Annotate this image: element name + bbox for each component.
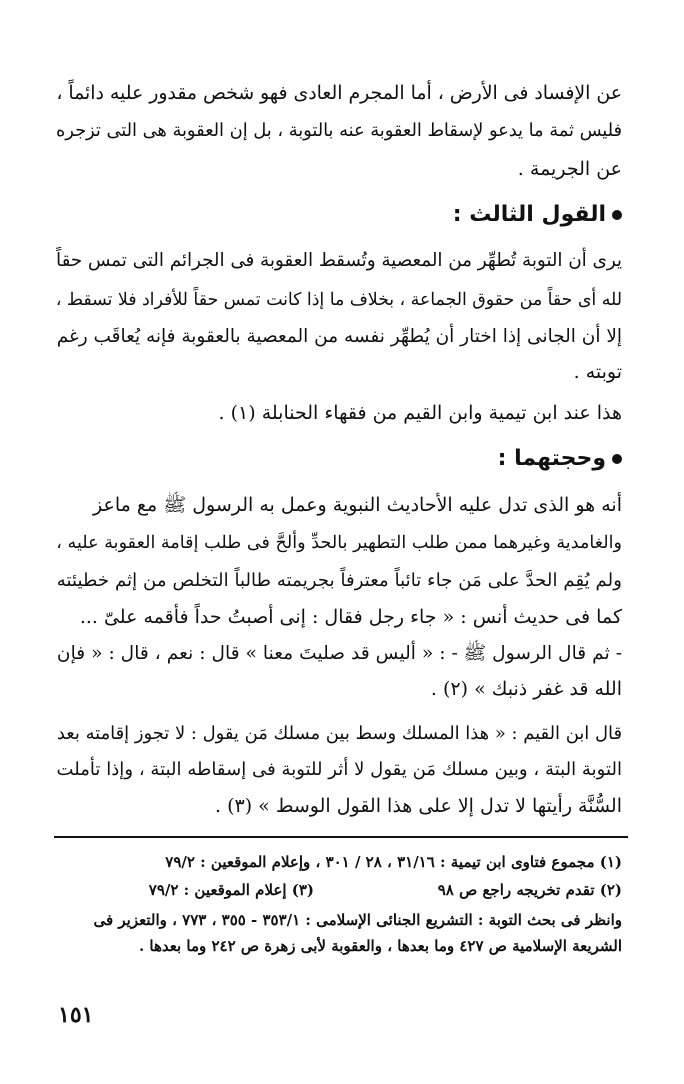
heading-text: وحجتهما : (497, 446, 606, 471)
body-line: عن الجريمة . (517, 158, 622, 180)
footnote: (٢) تقدم تخريجه راجع ص ٩٨ (437, 881, 622, 899)
footnote-separator (54, 836, 628, 838)
footnote: (١) مجموع فتاوى ابن تيمية : ٣١/١٦ ، ٢٨ / ٣٠١ ، وإعلام الموقعين : ٧٩/٢ (165, 853, 622, 871)
body-line: يرى أن التوبة تُطهِّر من المعصية وتُسقط العقوبة فى الجرائم التى تمس حقاً (56, 250, 622, 271)
bullet-icon (612, 210, 622, 220)
footnote: (٣) إعلام الموقعين : ٧٩/٢ (148, 881, 314, 899)
body-line: توبته . (573, 361, 622, 383)
body-line: ولم يُقِم الحدَّ على مَن جاء تائباً معترفاً بجريمته طالباً التخلص من إثم خطيئته (56, 570, 622, 591)
section-heading (498, 442, 622, 476)
body-line: كما فى حديث أنس : « جاء رجل فقال : إنى أصبتُ حداً فأقمه علىّ ... (79, 606, 622, 628)
page-number: ١٥١ (58, 1002, 94, 1028)
body-line: - ثم قال الرسول ﷺ - : « أليس قد صليتَ معنا » قال : نعم ، قال : « فإن (56, 643, 622, 664)
body-line: لله أى حقاً من حقوق الجماعة ، بخلاف ما إذا كانت تمس حقاً للأفراد فلا تسقط ، (55, 290, 622, 310)
body-line: أنه هو الذى تدل عليه الأحاديث النبوية وعمل به الرسول ﷺ مع ماعز (93, 494, 622, 516)
body-line: إلا أن الجانى إذا اختار أن يُطهِّر نفسه من المعصية بالعقوبة فإنه يُعاقَب رغم (56, 326, 622, 347)
heading-text: القول الثالث : (452, 202, 606, 227)
body-line: الله قد غفر ذنبك » (٢) . (430, 678, 622, 700)
body-line: والغامدية وغيرهما ممن طلب التطهير بالحدِّ وألحَّ فى طلب إقامة العقوبة عليه ، (56, 533, 622, 553)
body-line: هذا عند ابن تيمية وابن القيم من فقهاء الحنابلة (١) . (218, 402, 622, 424)
body-line: فليس ثمة ما يدعو لإسقاط العقوبة عنه بالتوبة ، بل إن العقوبة هى التى تزجره (55, 120, 622, 141)
body-line: التوبة البتة ، وبين مسلك مَن يقول لا أثر للتوبة فى إسقاطه البتة ، وإذا تأملت (56, 759, 622, 780)
footnote-note: وانظر فى بحث التوبة : التشريع الجنائى الإسلامى : ٣٥٣/١ - ٣٥٥ ، ٧٧٣ ، والتعزير فى (93, 911, 622, 929)
body-line: عن الإفساد فى الأرض ، أما المجرم العادى فهو شخص مقدور عليه دائماً ، (56, 82, 622, 104)
body-line: قال ابن القيم : « هذا المسلك وسط بين مسلك مَن يقول : لا تجوز إقامته بعد (56, 723, 622, 744)
footnote-note: الشريعة الإسلامية ص ٤٢٧ وما بعدها ، والعقوبة لأبى زهرة ص ٢٤٢ وما بعدها . (138, 937, 622, 955)
bullet-icon (612, 454, 622, 464)
section-heading (453, 198, 622, 232)
body-line: السُّنَّة رأيتها لا تدل إلا على هذا القول الوسط » (٣) . (214, 795, 622, 817)
